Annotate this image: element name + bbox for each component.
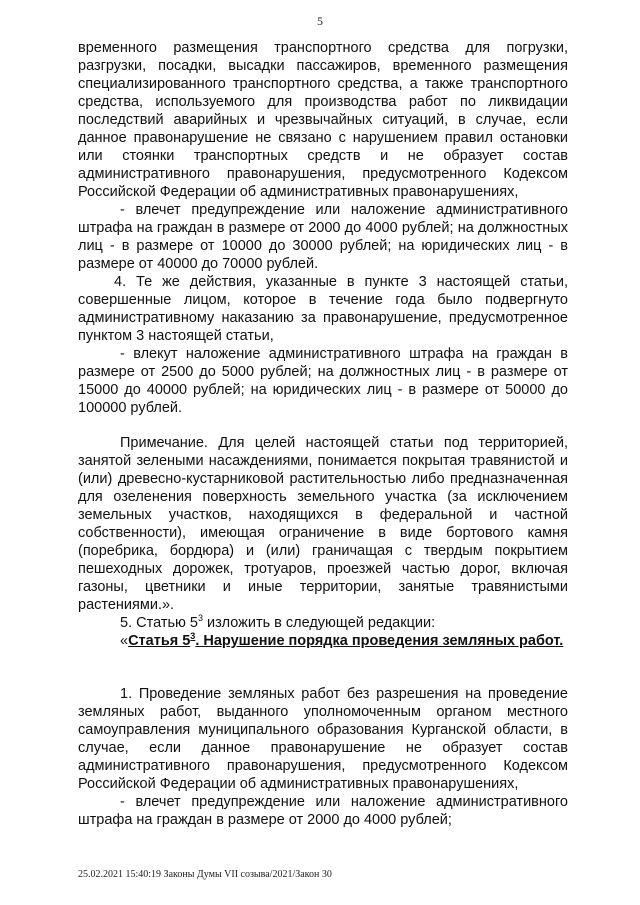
document-body	[78, 39, 568, 829]
amendment-suffix: изложить в следующей редакции:	[203, 615, 436, 631]
paragraph-note: Примечание. Для целей настоящей статьи под территорией, занятой зелеными насаждениями, понимается покрытая травянистой и (или) древесно-кустарниковой растительностью либо предназначенная для озеленения поверхность земельного участка (за исключением земельных участков, находящихся в федеральной и частной собственности), имеющая ограничение в виде бортового камня (поребрика, бордюра) и (или) граничащая с твердым покрытием пешеходных дорожек, тротуаров, проезжей частью дорог, включая газоны, цветники и иные территории, занятые травянистыми растениями.».	[78, 435, 568, 613]
paragraph-penalty-1: - влечет предупреждение или наложение административного штрафа на граждан в размере от 2000 до 4000 рублей; на должностных лиц - в размере от 10000 до 30000 рублей; на юридических лиц - в размере от 40000 до 70000 рублей.	[78, 202, 568, 272]
article-heading	[78, 632, 568, 650]
heading-quote: «	[120, 633, 129, 649]
heading-suffix: . Нарушение порядка проведения земляных работ.	[195, 633, 564, 649]
heading-sup: 3	[190, 631, 196, 642]
paragraph-penalty-2: - влекут наложение административного штрафа на граждан в размере от 2500 до 5000 рублей; на должностных лиц - в размере от 15000 до 40000 рублей; на юридических лиц - в размере от 50000 до 100000 рублей.	[78, 346, 568, 416]
footer-stamp: 25.02.2021 15:40:19 Законы Думы VII созыва/2021/Закон 30	[78, 869, 332, 880]
heading-prefix: Статья 5	[128, 633, 191, 649]
paragraph-penalty-3: - влечет предупреждение или наложение административного штрафа на граждан в размере от 2000 до 4000 рублей;	[78, 794, 568, 828]
paragraph-amendment	[78, 614, 568, 632]
amendment-prefix: 5. Статью 5	[120, 615, 198, 631]
paragraph-item-4: 4. Те же действия, указанные в пункте 3 настоящей статьи, совершенные лицом, которое в течение года было подвергнуто административному наказанию за правонарушение, предусмотренное пунктом 3 настоящей статьи,	[78, 274, 568, 344]
paragraph-continuation: временного размещения транспортного средства для погрузки, разгрузки, посадки, высадки пассажиров, временного размещения специализированного транспортного средства, а также транспортного средства, используемого для производства работ по ликвидации последствий аварийных и чрезвычайных ситуаций, в случае, если данное правонарушение не связано с нарушением правил остановки или стоянки транспортных средств и не образует состав административного правонарушения, предусмотренного Кодексом Российской Федерации об административных правонарушениях,	[78, 40, 568, 200]
page-number: 5	[317, 14, 323, 28]
paragraph-item-1: 1. Проведение земляных работ без разрешения на проведение земляных работ, выданного уполномоченным органом местного самоуправления муниципального образования Курганской области, в случае, если данное правонарушение не образует состав административного правонарушения, предусмотренного Кодексом Российской Федерации об административных правонарушениях,	[78, 686, 568, 792]
amendment-sup: 3	[197, 613, 203, 624]
